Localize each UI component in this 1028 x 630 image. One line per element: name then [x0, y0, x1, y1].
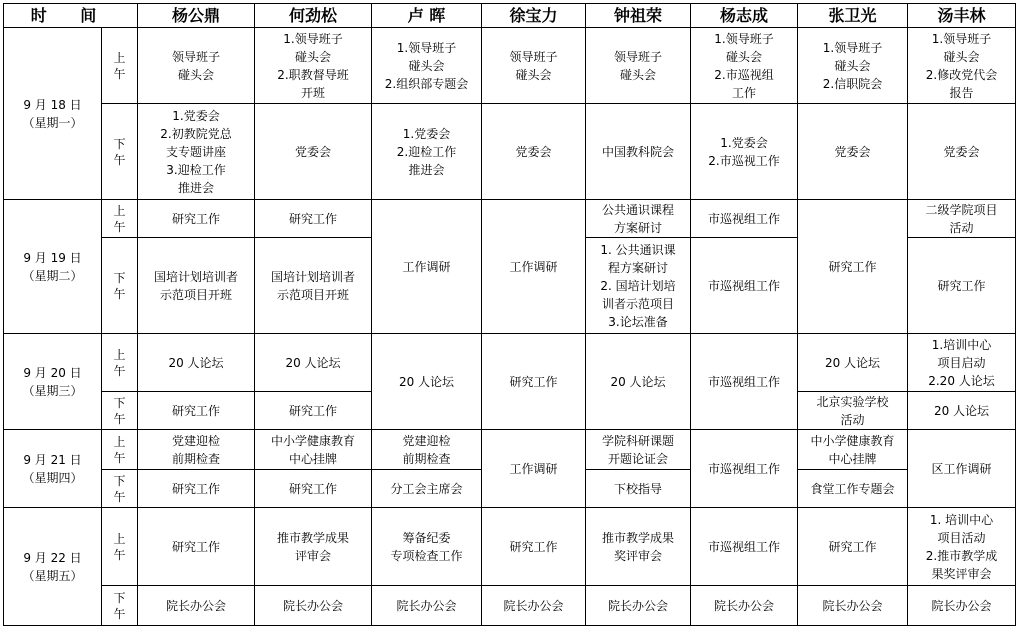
table-row [4, 200, 1016, 238]
schedule-cell: 20 人论坛 [908, 392, 1016, 430]
schedule-cell: 北京实验学校 活动 [798, 392, 908, 430]
schedule-cell: 公共通识课程 方案研讨 [586, 200, 691, 238]
schedule-cell: 1.培训中心 项目启动 2.20 人论坛 [908, 334, 1016, 392]
leader-header: 杨志成 [691, 4, 798, 28]
schedule-cell: 研究工作 [255, 470, 372, 508]
schedule-cell: 市巡视组工作 [691, 508, 798, 586]
schedule-cell: 20 人论坛 [372, 334, 482, 430]
schedule-cell: 区工作调研 [908, 430, 1016, 508]
table-row [4, 430, 1016, 470]
schedule-cell: 研究工作 [255, 200, 372, 238]
schedule-cell: 市巡视组工作 [691, 200, 798, 238]
leader-header: 张卫光 [798, 4, 908, 28]
schedule-cell: 中小学健康教育 中心挂牌 [255, 430, 372, 470]
pm-label: 下 午 [102, 392, 138, 430]
schedule-cell: 党委会 [908, 104, 1016, 200]
schedule-cell: 分工会主席会 [372, 470, 482, 508]
schedule-cell: 院长办公会 [372, 586, 482, 626]
schedule-cell: 研究工作 [138, 200, 255, 238]
schedule-cell: 党建迎检 前期检查 [138, 430, 255, 470]
schedule-cell: 院长办公会 [138, 586, 255, 626]
pm-label: 下 午 [102, 586, 138, 626]
schedule-cell: 1. 公共通识课 程方案研讨 2. 国培计划培 训者示范项目 3.论坛准备 [586, 238, 691, 334]
header-row [4, 4, 1016, 28]
am-label: 上 午 [102, 28, 138, 104]
schedule-cell: 国培计划培训者 示范项目开班 [255, 238, 372, 334]
schedule-cell: 党建迎检 前期检查 [372, 430, 482, 470]
day-cell: 9 月 21 日 （星期四） [4, 430, 102, 508]
table-row [4, 334, 1016, 392]
schedule-cell: 1.党委会 2.迎检工作 推进会 [372, 104, 482, 200]
schedule-cell: 学院科研课题 开题论证会 [586, 430, 691, 470]
schedule-cell: 院长办公会 [586, 586, 691, 626]
am-label: 上 午 [102, 334, 138, 392]
schedule-cell: 食堂工作专题会 [798, 470, 908, 508]
weekly-schedule-table [3, 3, 1016, 626]
leader-header: 何劲松 [255, 4, 372, 28]
schedule-cell: 推市教学成果 评审会 [255, 508, 372, 586]
pm-label: 下 午 [102, 470, 138, 508]
schedule-cell: 市巡视组工作 [691, 238, 798, 334]
pm-label: 下 午 [102, 104, 138, 200]
schedule-cell: 工作调研 [372, 200, 482, 334]
schedule-cell: 工作调研 [482, 200, 586, 334]
schedule-cell: 研究工作 [138, 508, 255, 586]
am-label: 上 午 [102, 200, 138, 238]
pm-label: 下 午 [102, 238, 138, 334]
schedule-cell: 下校指导 [586, 470, 691, 508]
day-cell: 9 月 20 日 （星期三） [4, 334, 102, 430]
table-row [4, 508, 1016, 586]
table-row [4, 586, 1016, 626]
schedule-cell: 院长办公会 [691, 586, 798, 626]
day-cell: 9 月 22 日 （星期五） [4, 508, 102, 626]
schedule-cell: 1.领导班子 碰头会 2.修改党代会 报告 [908, 28, 1016, 104]
table-row [4, 28, 1016, 104]
schedule-cell: 党委会 [798, 104, 908, 200]
schedule-cell: 研究工作 [798, 508, 908, 586]
am-label: 上 午 [102, 430, 138, 470]
schedule-cell: 党委会 [482, 104, 586, 200]
schedule-cell: 1. 培训中心 项目活动 2.推市教学成 果奖评审会 [908, 508, 1016, 586]
schedule-cell: 领导班子 碰头会 [586, 28, 691, 104]
schedule-cell: 院长办公会 [255, 586, 372, 626]
schedule-cell: 研究工作 [255, 392, 372, 430]
schedule-cell: 研究工作 [798, 200, 908, 334]
schedule-cell: 20 人论坛 [255, 334, 372, 392]
schedule-cell: 研究工作 [482, 334, 586, 430]
schedule-cell: 院长办公会 [798, 586, 908, 626]
leader-header: 杨公鼎 [138, 4, 255, 28]
time-header: 时 间 [4, 4, 138, 28]
schedule-cell: 20 人论坛 [586, 334, 691, 430]
schedule-cell: 推市教学成果 奖评审会 [586, 508, 691, 586]
schedule-cell: 研究工作 [138, 392, 255, 430]
day-cell: 9 月 18 日 （星期一） [4, 28, 102, 200]
schedule-cell: 中国教科院会 [586, 104, 691, 200]
schedule-cell: 二级学院项目 活动 [908, 200, 1016, 238]
schedule-cell: 1.党委会 2.初教院党总 支专题讲座 3.迎检工作 推进会 [138, 104, 255, 200]
leader-header: 徐宝力 [482, 4, 586, 28]
schedule-cell: 研究工作 [138, 470, 255, 508]
schedule-cell: 市巡视组工作 [691, 430, 798, 508]
leader-header: 汤丰林 [908, 4, 1016, 28]
am-label: 上 午 [102, 508, 138, 586]
schedule-cell: 国培计划培训者 示范项目开班 [138, 238, 255, 334]
schedule-cell: 1.领导班子 碰头会 2.信职院会 [798, 28, 908, 104]
schedule-cell: 1.党委会 2.市巡视工作 [691, 104, 798, 200]
day-cell: 9 月 19 日 （星期二） [4, 200, 102, 334]
schedule-cell: 20 人论坛 [138, 334, 255, 392]
schedule-cell: 院长办公会 [908, 586, 1016, 626]
schedule-cell: 院长办公会 [482, 586, 586, 626]
schedule-cell: 领导班子 碰头会 [138, 28, 255, 104]
schedule-cell: 党委会 [255, 104, 372, 200]
schedule-cell: 1.领导班子 碰头会 2.组织部专题会 [372, 28, 482, 104]
schedule-cell: 1.领导班子 碰头会 2.职教督导班 开班 [255, 28, 372, 104]
schedule-cell: 20 人论坛 [798, 334, 908, 392]
schedule-cell: 工作调研 [482, 430, 586, 508]
schedule-cell: 筹备纪委 专项检查工作 [372, 508, 482, 586]
leader-header: 钟祖荣 [586, 4, 691, 28]
table-row [4, 104, 1016, 200]
schedule-cell: 1.领导班子 碰头会 2.市巡视组 工作 [691, 28, 798, 104]
schedule-cell: 中小学健康教育 中心挂牌 [798, 430, 908, 470]
schedule-cell: 领导班子 碰头会 [482, 28, 586, 104]
schedule-cell: 研究工作 [908, 238, 1016, 334]
leader-header: 卢 晖 [372, 4, 482, 28]
schedule-cell: 市巡视组工作 [691, 334, 798, 430]
schedule-cell: 研究工作 [482, 508, 586, 586]
